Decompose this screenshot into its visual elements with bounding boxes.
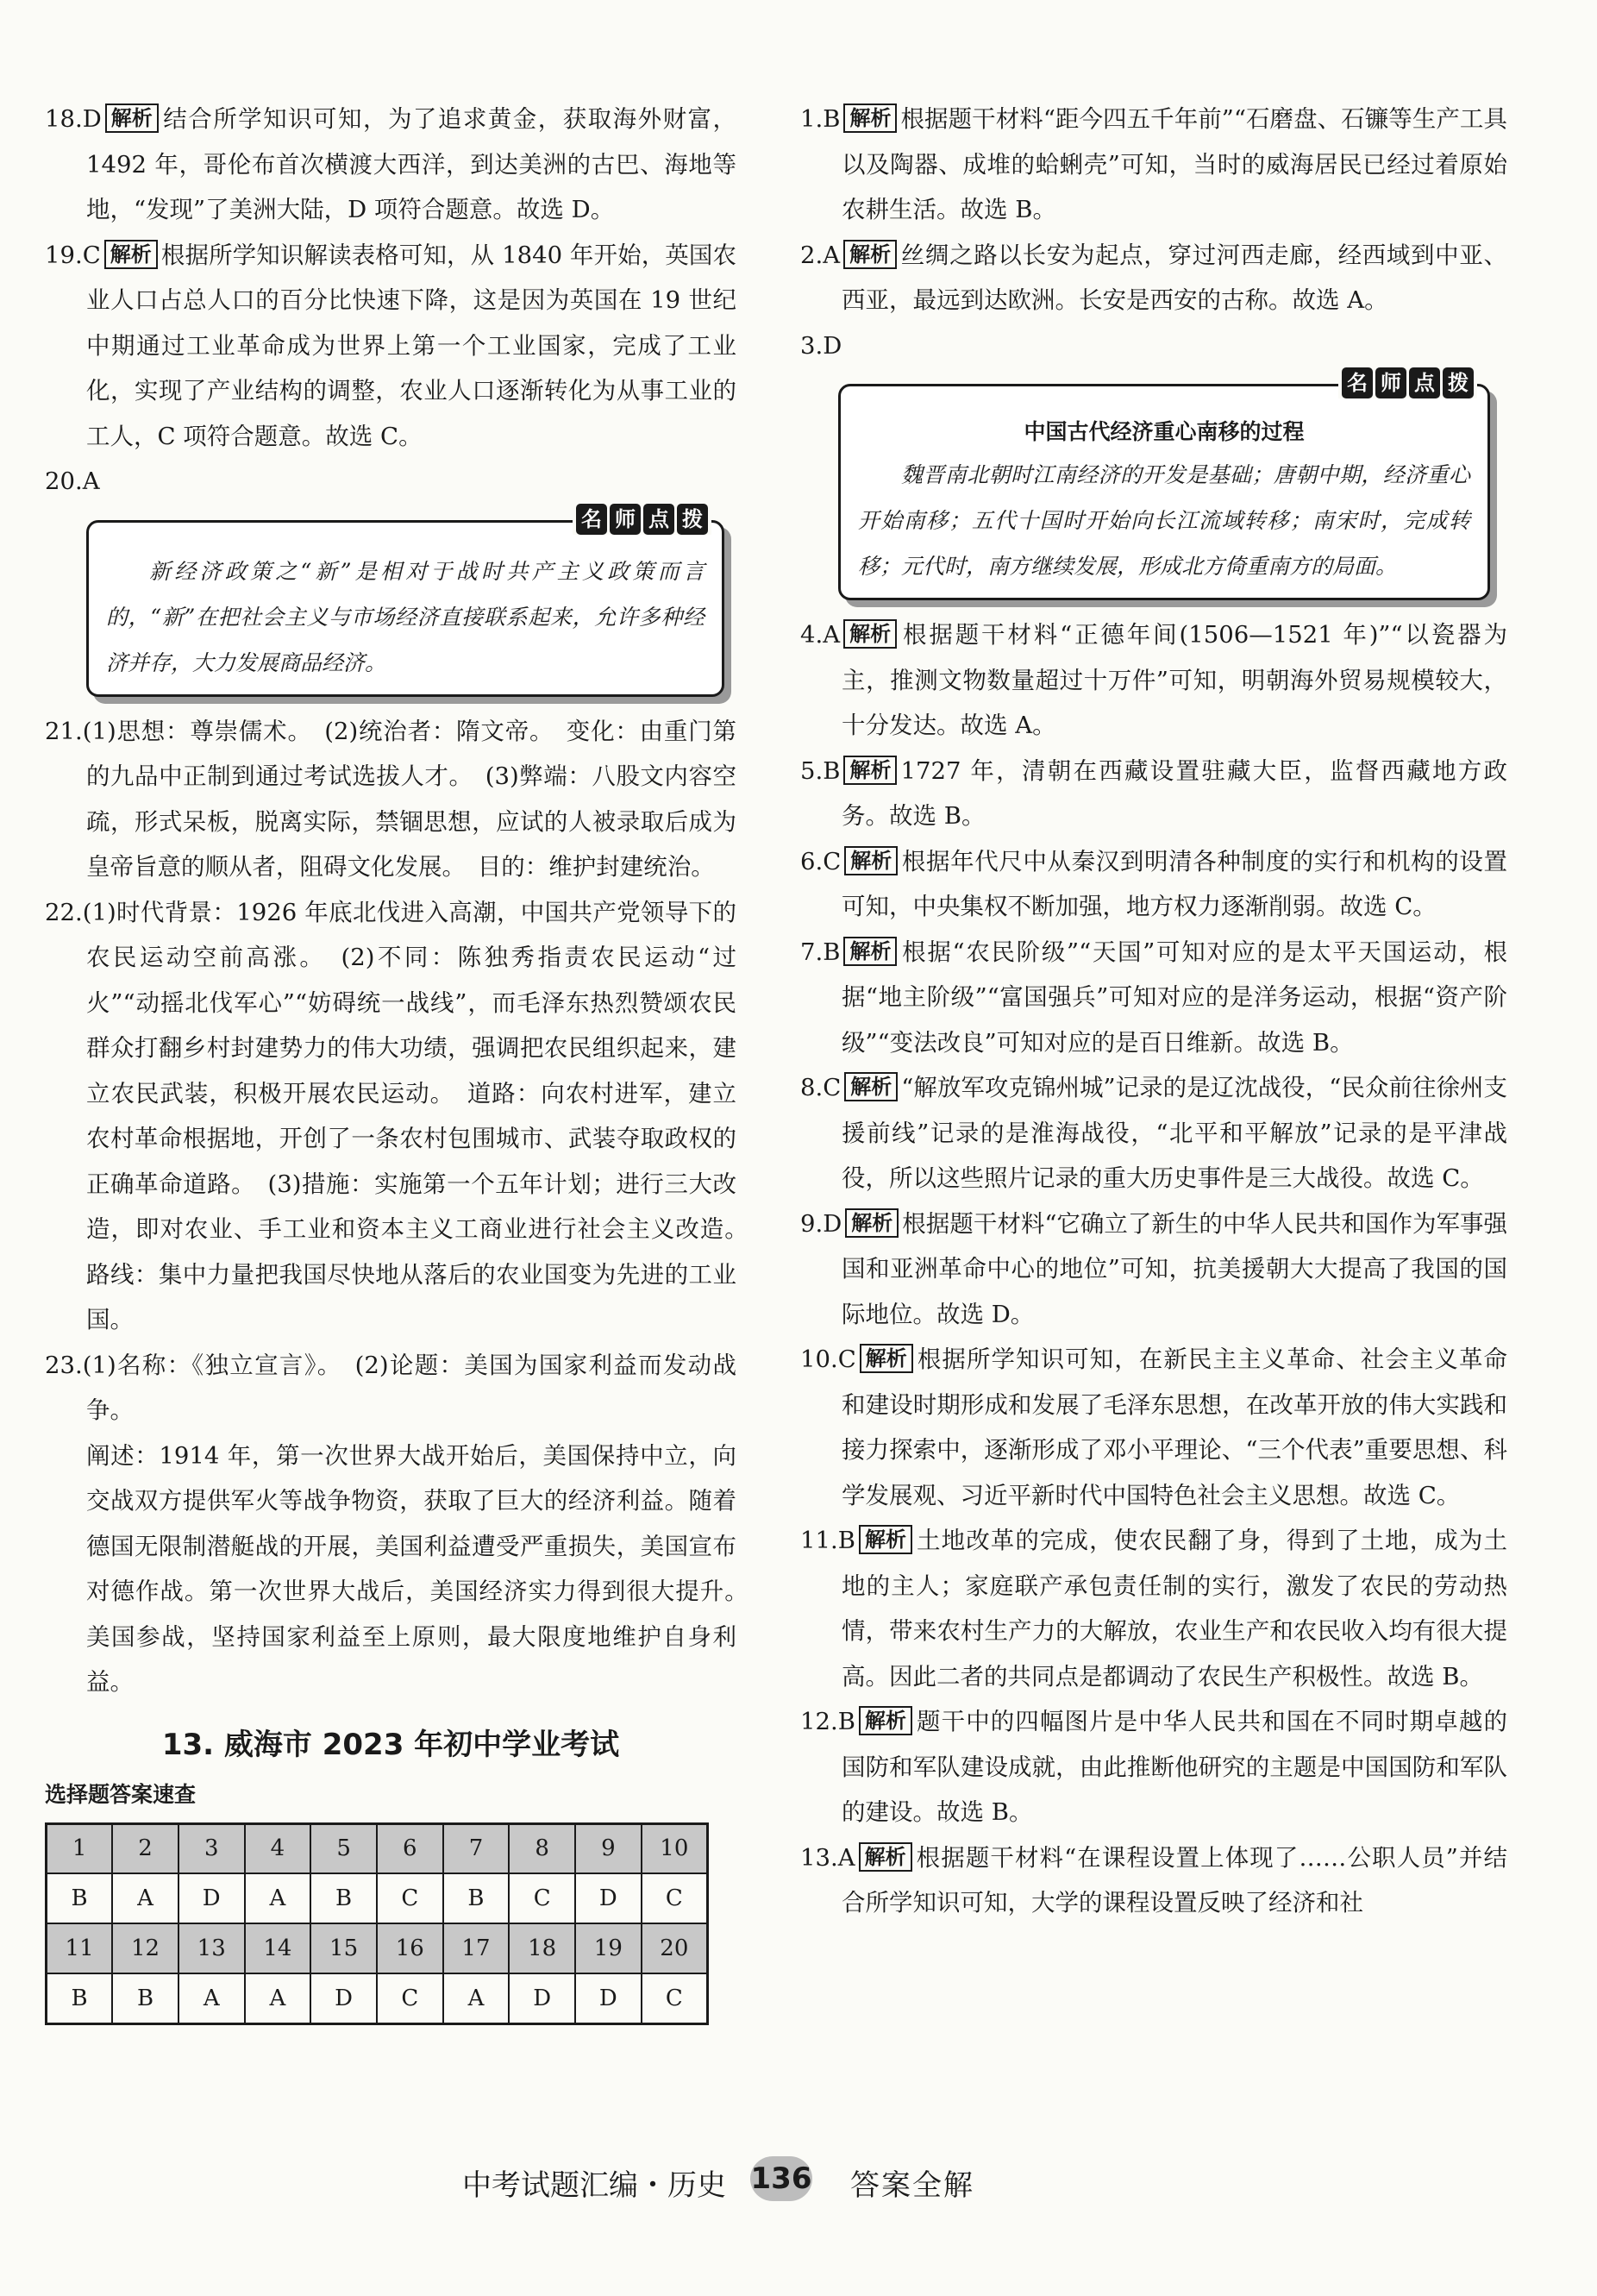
teacher-tip-badge: 名 师 点 拨 [1338,367,1477,398]
analysis-tag: 解析 [859,1706,912,1735]
answer-23: 23.(1)名称：《独立宣言》。 (2)论题：美国为国家利益而发动战争。 [45,1351,736,1424]
analysis-tag: 解析 [844,1072,898,1101]
answer-12: 12.B 解析 题干中的四幅图片是中华人民共和国在不同时期卓越的国防和军队建设成就，由此推断他研究的主题是中国国防和军队的建设。故选 B。 [800,1708,1507,1826]
table-row: 1 2 3 4 5 6 7 8 9 10 [47,1823,708,1873]
left-column [45,97,761,2025]
section-title: 13. 威海市 2023 年初中学业考试 [161,1727,620,1762]
analysis-tag: 解析 [845,1208,899,1238]
analysis-tag: 解析 [859,1525,912,1554]
footer-section-label: 答案全解 [850,2168,974,2203]
analysis-tag: 解析 [104,240,158,269]
answer-18: 18.D 解析 结合所学知识可知，为了追求黄金，获取海外财富，1492 年，哥伦布首次横渡大西洋，到达美洲的古巴、海地等地，“发现”了美洲大陆，D 项符合题意。故选 D。 [45,105,736,223]
answer-6: 6.C 解析 根据年代尺中从秦汉到明清各种制度的实行和机构的设置可知，中央集权不断加强，地方权力逐渐削弱。故选 C。 [800,847,1507,920]
teacher-tip-badge: 名 师 点 拨 [573,504,711,535]
right-column [800,97,1507,1926]
table-row: B A D A B C B C D C [47,1873,708,1923]
footer-book-title: 中考试题汇编・历史 [462,2168,726,2203]
answer-21: 21.(1)思想：尊崇儒术。 (2)统治者：隋文帝。 变化：由重门第的九品中正制到通过考试选拔人才。 (3)弊端：八股文内容空疏，形式呆板，脱离实际，禁锢思想，应试的人被录取后成为皇帝旨意的顺从者，阻碍文化发展。 目的：维护封建统治。 [45,717,736,881]
page-number: 136 [750,2156,812,2201]
answer-7: 7.B 解析 根据“农民阶级”“天国”可知对应的是太平天国运动，根据“地主阶级”“富国强兵”可知对应的是洋务运动，根据“资产阶级”“变法改良”可知对应的是百日维新。故选 B。 [800,938,1507,1057]
table-row: B B A A D C A D D C [47,1973,708,2023]
answer-table [45,1822,709,2025]
tip-title: 中国古代经济重心南移的过程 [1024,419,1305,444]
answer-23-elaboration: 阐述：1914 年，第一次世界大战开始后，美国保持中立，向交战双方提供军火等战争物资，获取了巨大的经济利益。随着德国无限制潜艇战的开展，美国利益遭受严重损失，美国宣布对德作战。第一次世界大战后，美国经济实力得到很大提升。 美国参战，坚持国家利益至上原则，最大限度地维护自身利益。 [86,1441,761,1696]
answer-20: 20.A [45,467,100,495]
analysis-tag: 解析 [843,937,897,966]
tip-text: 新经济政策之“新”是相对于战时共产主义政策而言的，“新”在把社会主义与市场经济直接联系起来，允许多种经济并存，大力发展商品经济。 [106,558,705,675]
answer-1: 1.B 解析 根据题干材料“距今四五千年前”“石磨盘、石镰等生产工具以及陶器、成堆的蛤蜊壳”可知，当时的威海居民已经过着原始农耕生活。故选 B。 [800,105,1507,223]
analysis-tag: 解析 [860,1344,913,1373]
answer-19: 19.C 解析 根据所学知识解读表格可知，从 1840 年开始，英国农业人口占总人口的百分比快速下降，这是因为英国在 19 世纪中期通过工业革命成为世界上第一个工业国家，完成了工业化，实现了产业结构的调整，农业人口逐渐转化为从事工业的工人，C 项符合题意。故选 C。 [45,241,736,450]
analysis-tag: 解析 [105,104,159,133]
answer-9: 9.D 解析 根据题干材料“它确立了新生的中华人民共和国作为军事强国和亚洲革命中心的地位”可知，抗美援朝大大提高了我国的国际地位。故选 D。 [800,1209,1507,1328]
table-row: 11 12 13 14 15 16 17 18 19 20 [47,1923,708,1973]
tip-text: 魏晋南北朝时江南经济的开发是基础；唐朝中期，经济重心开始南移；五代十国时开始向长江流域转移；南宋时，完成转移；元代时，南方继续发展，形成北方倚重南方的局面。 [858,462,1470,579]
analysis-tag: 解析 [843,104,897,133]
answer-3: 3.D [800,331,842,360]
analysis-tag: 解析 [844,846,898,875]
answer-13: 13.A 解析 根据题干材料“在课程设置上体现了……公职人员”并结合所学知识可知，大学的课程设置反映了经济和社 [800,1843,1507,1916]
page-footer [0,2156,1597,2208]
analysis-tag: 解析 [843,619,897,649]
answer-11: 11.B 解析 土地改革的完成，使农民翻了身，得到了土地，成为土地的主人；家庭联产承包责任制的实行，激发了农民的劳动热情，带来农村生产力的大解放，农业生产和农民收入均有很大提高。因此二者的共同点是都调动了农民生产积极性。故选 B。 [800,1527,1507,1691]
analysis-tag: 解析 [843,756,897,785]
table-caption: 选择题答案速查 [45,1781,197,1807]
teacher-tip-box [86,506,724,697]
answer-5: 5.B 解析 1727 年，清朝在西藏设置驻藏大臣，监督西藏地方政务。故选 B。 [800,756,1507,830]
answer-10: 10.C 解析 根据所学知识可知，在新民主主义革命、社会主义革命和建设时期形成和发展了毛泽东思想，在改革开放的伟大实践和接力探索中，逐渐形成了邓小平理论、“三个代表”重要思想、科学发展观、习近平新时代中国特色社会主义思想。故选 C。 [800,1346,1507,1509]
analysis-tag: 解析 [843,240,897,269]
answer-22: 22.(1)时代背景：1926 年底北伐进入高潮，中国共产党领导下的农民运动空前高涨。 (2)不同：陈独秀指责农民运动“过火”“动摇北伐军心”“妨碍统一战线”，而毛泽东热烈赞颂农民群众打翻乡村封建势力的伟大功绩，强调把农民组织起来，建立农民武装，积极开展农民运动。 道路：向农村进军，建立农村革命根据地，开创了一条农村包围城市、武装夺取政权的正确革命道路。 (3)措施：实施第一个五年计划；进行三大改造，即对农业、手工业和资本主义工商业进行社会主义改造。 路线：集中力量把我国尽快地从落后的农业国变为先进的工业国。 [45,898,761,1333]
answer-2: 2.A 解析 丝绸之路以长安为起点，穿过河西走廊，经西域到中亚、西亚，最远到达欧洲。长安是西安的古称。故选 A。 [800,241,1507,314]
teacher-tip-box [838,371,1490,600]
answer-4: 4.A 解析 根据题干材料“正德年间(1506—1521 年)”“以瓷器为主，推测文物数量超过十万件”可知，明朝海外贸易规模较大，十分发达。故选 A。 [800,621,1507,739]
answer-8: 8.C 解析 “解放军攻克锦州城”记录的是辽沈战役，“民众前往徐州支援前线”记录的是淮海战役，“北平和平解放”记录的是平津战役，所以这些照片记录的重大历史事件是三大战役。故选 C。 [800,1074,1507,1192]
analysis-tag: 解析 [859,1842,912,1872]
